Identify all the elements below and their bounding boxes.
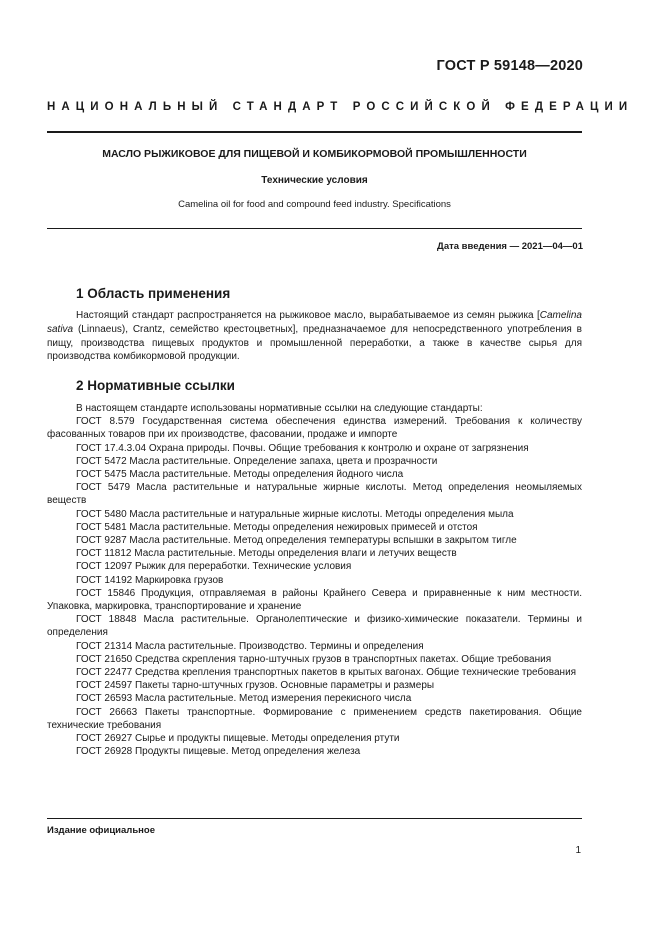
reference-item: ГОСТ 5472 Масла растительные. Определение запаха, цвета и прозрачности (76, 455, 438, 467)
document-title: МАСЛО РЫЖИКОВОЕ ДЛЯ ПИЩЕВОЙ И КОМБИКОРМОВОЙ ПРОМЫШЛЕННОСТИ (102, 148, 527, 160)
reference-item: ГОСТ 26927 Сырье и продукты пищевые. Методы определения ртути (76, 733, 400, 745)
reference-item: ГОСТ 11812 Масла растительные. Методы определения влаги и летучих веществ (76, 548, 457, 560)
reference-item: ГОСТ 9287 Масла растительные. Метод определения температуры вспышки в закрытом тигле (76, 535, 517, 547)
reference-item: ГОСТ 22477 Средства крепления транспортных пакетов в крытых вагонах. Общие технические требования (76, 667, 577, 679)
section-2-heading: 2 Нормативные ссылки (76, 378, 235, 393)
scope-text-start: Настоящий стандарт распространяется на рыжиковое масло, вырабатываемое из семян рыжика [ (76, 310, 540, 321)
reference-item: ГОСТ 5480 Масла растительные и натуральные жирные кислоты. Методы определения мыла (76, 508, 514, 520)
reference-item: ГОСТ 26663 Пакеты транспортные. Формирование с применением средств пакетирования. Общие технические требования (47, 706, 582, 731)
reference-item: ГОСТ 24597 Пакеты тарно-штучных грузов. Основные параметры и размеры (76, 680, 435, 692)
reference-item: ГОСТ 26593 Масла растительные. Метод измерения перекисного числа (76, 693, 412, 705)
reference-item: ГОСТ 21650 Средства скрепления тарно-штучных грузов в транспортных пакетах. Общие требования (76, 653, 552, 665)
official-edition-note: Издание официальное (47, 825, 155, 836)
reference-item: ГОСТ 17.4.3.04 Охрана природы. Почвы. Общие требования к контролю и охране от загрязнения (76, 442, 529, 454)
document-number: ГОСТ Р 59148—2020 (436, 58, 583, 74)
scope-text-end: (Linnaeus), Crantz, семейство крестоцветных], предназначаемое для непосредственного употребления в пищу, производства пищевых продуктов и промышленной переработки, а также в качестве сырья для производства комбикормовой продукции. (47, 323, 582, 363)
national-standard-banner: НАЦИОНАЛЬНЫЙ СТАНДАРТ РОССИЙСКОЙ ФЕДЕРАЦИИ (47, 101, 634, 113)
document-title-english: Camelina oil for food and compound feed industry. Specifications (178, 199, 451, 210)
reference-item: ГОСТ 21314 Масла растительные. Производство. Термины и определения (76, 640, 424, 652)
reference-item: ГОСТ 5479 Масла растительные и натуральные жирные кислоты. Метод определения неомыляемых веществ (47, 482, 582, 507)
reference-item: ГОСТ 5475 Масла растительные. Методы определения йодного числа (76, 469, 404, 481)
reference-item: ГОСТ 26928 Продукты пищевые. Метод определения железа (76, 746, 361, 758)
introduction-date: Дата введения — 2021—04—01 (437, 241, 583, 252)
header-divider (47, 131, 582, 133)
document-subtitle: Технические условия (261, 175, 368, 186)
reference-item: ГОСТ 12097 Рыжик для переработки. Технические условия (76, 561, 352, 573)
reference-item: ГОСТ 5481 Масла растительные. Методы определения нежировых примесей и отстоя (76, 521, 478, 533)
reference-item: ГОСТ 14192 Маркировка грузов (76, 574, 224, 586)
reference-item: ГОСТ 18848 Масла растительные. Органолептические и физико-химические показатели. Термины и определения (47, 614, 582, 639)
title-divider (47, 228, 582, 229)
normative-references-list (47, 402, 582, 758)
section-1-heading: 1 Область применения (76, 286, 231, 301)
reference-item: ГОСТ 15846 Продукция, отправляемая в районы Крайнего Севера и приравненные к ним местности. Упаковка, маркировка, транспортирование и хранение (47, 587, 582, 613)
footer-divider (47, 818, 582, 819)
section-1-paragraph (47, 309, 582, 364)
page-number: 1 (575, 845, 581, 856)
scope-text-latin-name: Camelina sativa (47, 310, 582, 335)
references-intro: В настоящем стандарте использованы нормативные ссылки на следующие стандарты: (76, 403, 483, 414)
reference-item: ГОСТ 8.579 Государственная система обеспечения единства измерений. Требования к количеству фасованных товаров при их производстве, фасовании, продаже и импорте (47, 416, 582, 441)
